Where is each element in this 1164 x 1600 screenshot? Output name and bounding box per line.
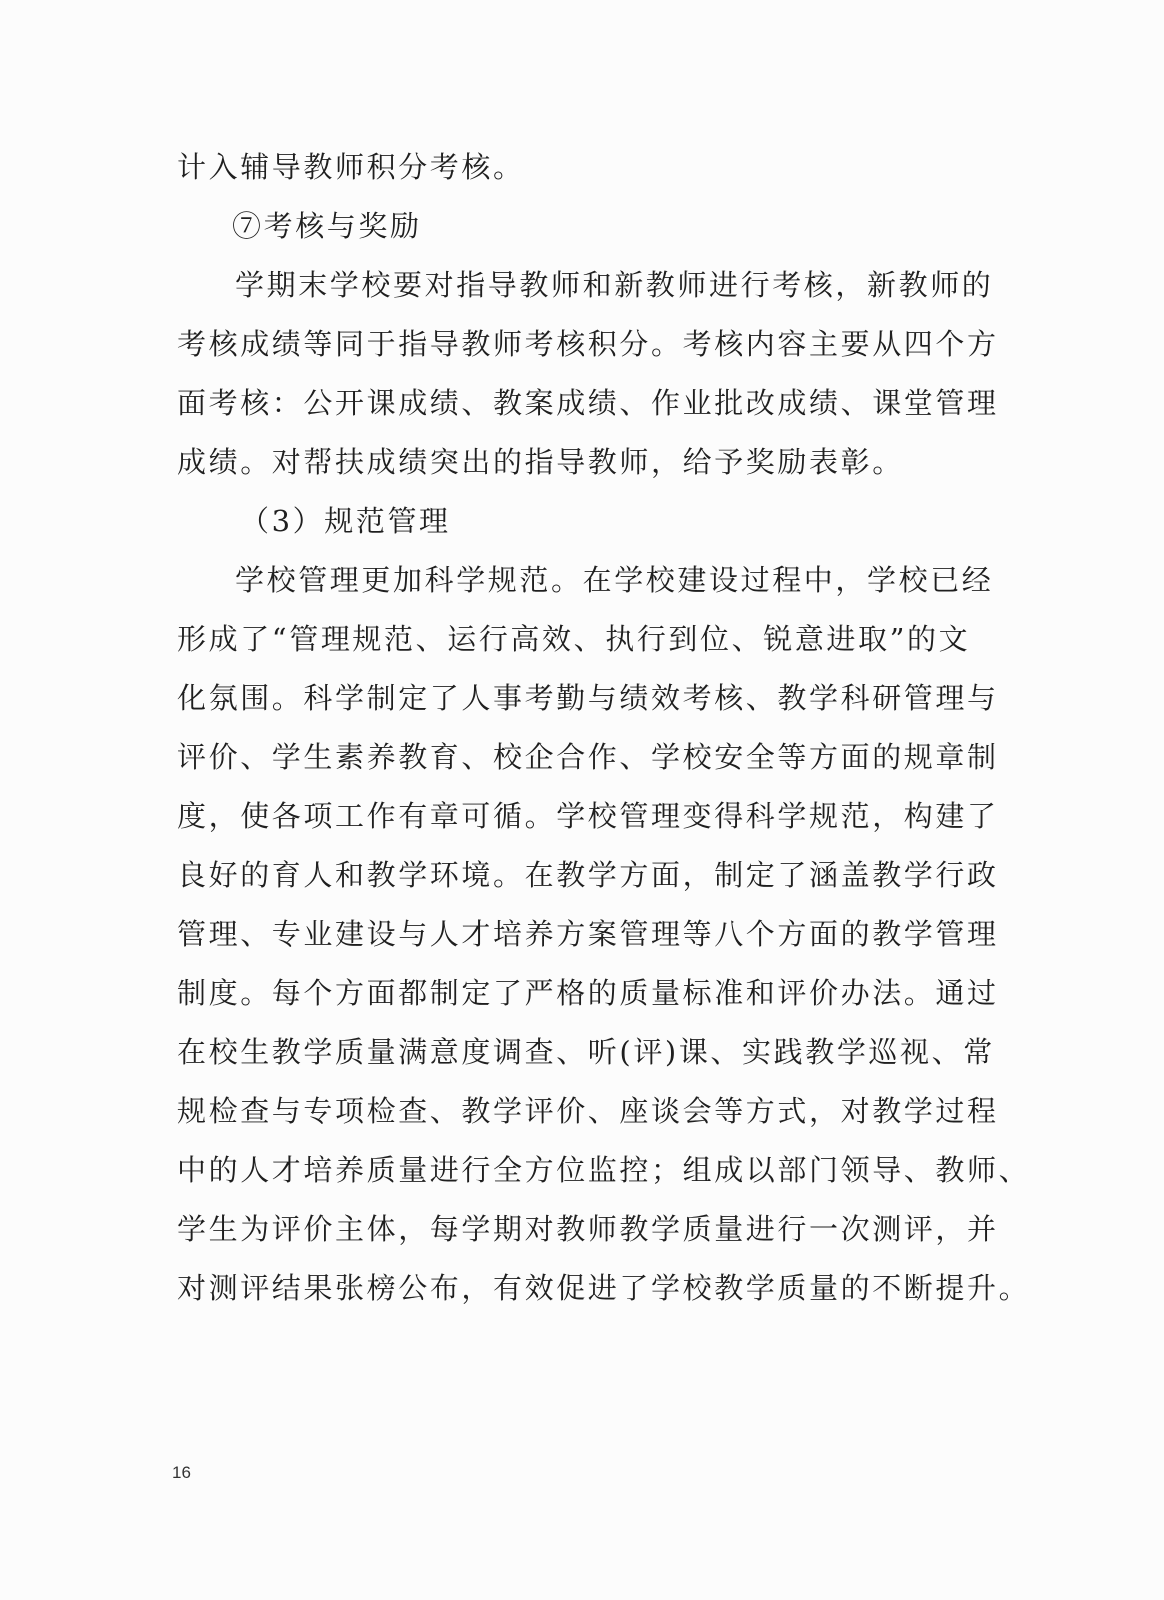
- text-line: 学生为评价主体，每学期对教师教学质量进行一次测评，并: [177, 1212, 999, 1246]
- paragraph-start-line: 学校管理更加科学规范。在学校建设过程中，学校已经: [235, 563, 994, 597]
- text-line: 度，使各项工作有章可循。学校管理变得科学规范，构建了: [177, 799, 999, 833]
- document-body: [177, 138, 1031, 1318]
- text-line: 对测评结果张榜公布，有效促进了学校教学质量的不断提升。: [177, 1271, 1031, 1305]
- text-line: 制度。每个方面都制定了严格的质量标准和评价办法。通过: [177, 976, 999, 1010]
- text-line: 形成了“管理规范、运行高效、执行到位、锐意进取”的文: [177, 622, 971, 656]
- paragraph-start-line: 学期末学校要对指导教师和新教师进行考核，新教师的: [235, 268, 994, 302]
- text-line: 面考核：公开课成绩、教案成绩、作业批改成绩、课堂管理: [177, 386, 999, 420]
- text-line: 规检查与专项检查、教学评价、座谈会等方式，对教学过程: [177, 1094, 999, 1128]
- text-line: 在校生教学质量满意度调查、听(评)课、实践教学巡视、常: [177, 1035, 995, 1069]
- text-line: 考核成绩等同于指导教师考核积分。考核内容主要从四个方: [177, 327, 999, 361]
- page-number: 16: [172, 1463, 191, 1482]
- text-line: 计入辅导教师积分考核。: [177, 150, 525, 184]
- text-line: 评价、学生素养教育、校企合作、学校安全等方面的规章制: [177, 740, 999, 774]
- text-line: 管理、专业建设与人才培养方案管理等八个方面的教学管理: [177, 917, 999, 951]
- section-heading: ⑦考核与奖励: [232, 209, 422, 243]
- text-line: 化氛围。科学制定了人事考勤与绩效考核、教学科研管理与: [177, 681, 999, 715]
- text-line: 成绩。对帮扶成绩突出的指导教师，给予奖励表彰。: [177, 445, 904, 479]
- text-line: 良好的育人和教学环境。在教学方面，制定了涵盖教学行政: [177, 858, 999, 892]
- text-line: 中的人才培养质量进行全方位监控；组成以部门领导、教师、: [177, 1153, 1031, 1187]
- section-heading: （3）规范管理: [240, 504, 451, 538]
